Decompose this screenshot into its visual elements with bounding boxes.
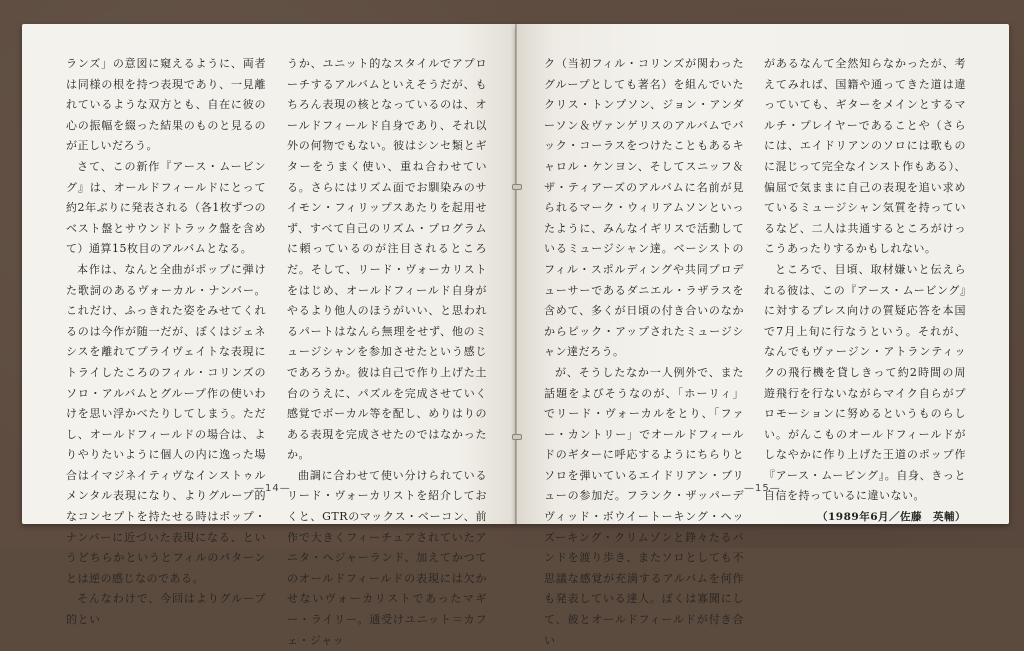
author-signature: （1989年6月／佐藤 英輔） [816, 511, 966, 524]
page-number: —15— [744, 483, 781, 494]
left-page-column-2 [287, 54, 487, 651]
staple [512, 434, 522, 440]
paragraph: ク（当初フィル・コリンズが関わったグループとしても著名）を組んでいたクリス・トンプソン、ジョン・アンダーソン＆ヴァンゲリスのアルバムでバック・コーラスをつけたこともあるキャロル・ケンヨン、そしてスニッフ＆ザ・ティアーズのアルバムに名前が見られるマーク・ウィリアムソンといったように、みんなイギリスで活動しているミュージシャン達。ベーシストのフィル・スポルディングや共同プロデューサーであるダニエル・ラザラスを含めて、多くが日頃の付き合いのなかからピック・アップされたミュージシャン達だろう。 [544, 57, 744, 359]
left-page [22, 24, 516, 647]
cd-booklet [22, 24, 1009, 647]
left-page-column-1 [66, 54, 266, 631]
paragraph: ランズ」の意図に窺えるように、両者は同様の根を持つ表現であり、一見離れているような双方とも、自在に彼の心の振幅を綴った結果のものと見るのが正しいだろう。 [66, 57, 266, 153]
paragraph: が、そうしたなか一人例外で、また話題をよびそうなのが、「ホーリィ」でリード・ヴォーカルをとり、「ファー・カントリー」でオールドフィールドのギターに呼応するようにちらりとソロを弾いているエイドリアン・ブリューの参加だ。フランク・ザッパーデヴィッド・ボウイートーキング・ヘッズーキング・クリムゾンと錚々たるバンドを渡り歩き、またソロとしても不思議な感覚が充満するアルバムを何作も発表している達人。ぼくは寡聞にして、彼とオールドフィールドが付き合い [544, 365, 744, 647]
paragraph: さて、この新作『アース・ムービング』は、オールドフィールドにとって約2年ぶりに発表される（各1枚ずつのベスト盤とサウンドトラック盤を含めて）通算15枚目のアルバムとなる。 [66, 159, 266, 256]
right-page-column-2 [764, 54, 966, 528]
paragraph: 本作は、なんと全曲がポップに弾けた歌詞のあるヴォーカル・ナンバー。これだけ、ふっきれた姿をみせてくれるのは今作が随一だが、ぼくはジェネシスを離れてプライヴェイトな表現にトライしたころのフィル・コリンズのソロ・アルバムとグループ作の使いわけを思い浮かべたりしてしまう。ただし、オールドフィールドの場合は、よりやりたいように個人の内に逸った場合はイマジネイティヴなインストゥルメンタル表現になり、よりグループ的なコンセプトを持たせる時はポップ・ナンバーに近づいた表現になる、というどちらかというとフィルのパターンとは逆の感じなのである。 [66, 262, 266, 585]
paragraph: うか、ユニット的なスタイルでアプローチするアルバムといえそうだが、もちろん表現の核となっているのは、オールドフィールド自身であり、それ以外の何物でもない。彼はシンセ類とギターをうまく使い、重ね合わせている。さらにはリズム面でお馴染みのサイモン・フィリップスあたりを起用せず、すべて自己のリズム・プログラムに頼っているのが注目されるところだ。そして、リード・ヴォーカリストをはじめ、オールドフィールド自身がやるより他人のほうがいい、と思われるパートはなんら無理をせず、他のミュージシャンを参加させたという感じであろうか。彼は自己で作り上げた土台のうえに、パズルを完成させていく感覚でボーカル等を配し、めりはりのある表現を完成させたのではなかったか。 [287, 57, 487, 462]
right-page [516, 24, 1009, 647]
paragraph: があるなんて全然知らなかったが、考えてみれば、国籍や通ってきた道は違っていても、ギターをメインとするマルチ・プレイヤーであることや（さらには、エイドリアンのソロには歌ものに混じって完全なインスト作もある）、偏屈で気ままに自己の表現を追い求めているミュージシャン気質を持っているなど、二人は共通するところがけっこうあったりするかもしれない。 [764, 57, 966, 256]
page-number: —14— [254, 483, 291, 494]
right-page-column-1 [544, 54, 744, 651]
booklet-spine [515, 24, 517, 524]
paragraph: そんなわけで、今回はよりグループ的とい [66, 592, 266, 627]
paragraph: 曲調に合わせて使い分けられているリード・ヴォーカリストを紹介しておくと、GTRのマックス・ベーコン、前作で大きくフィーチュアされていたアニタ・ヘジャーランド、加えてかつてのオールドフィールドの表現には欠かせないヴォーカリストであったマギー・ライリー。通受けユニット＝カフェ・ジャッ [287, 468, 487, 647]
staple [512, 184, 522, 190]
paragraph: ところで、目頃、取材嫌いと伝えられる彼は、この『アース・ムービング』に対するプレス向けの質疑応答を本国で7月上旬に行なうという。それが、なんでもヴァージン・アトランティックの飛行機を貸しきって約2時間の周遊飛行を行ないながらマイク自らがプロモーションに努めるというものらしい。がんこものオールドフィールドがしなやかに作り上げた王道のポップ作『アース・ムービング』。自身、きっと自信を持っているに違いない。 [764, 262, 966, 503]
